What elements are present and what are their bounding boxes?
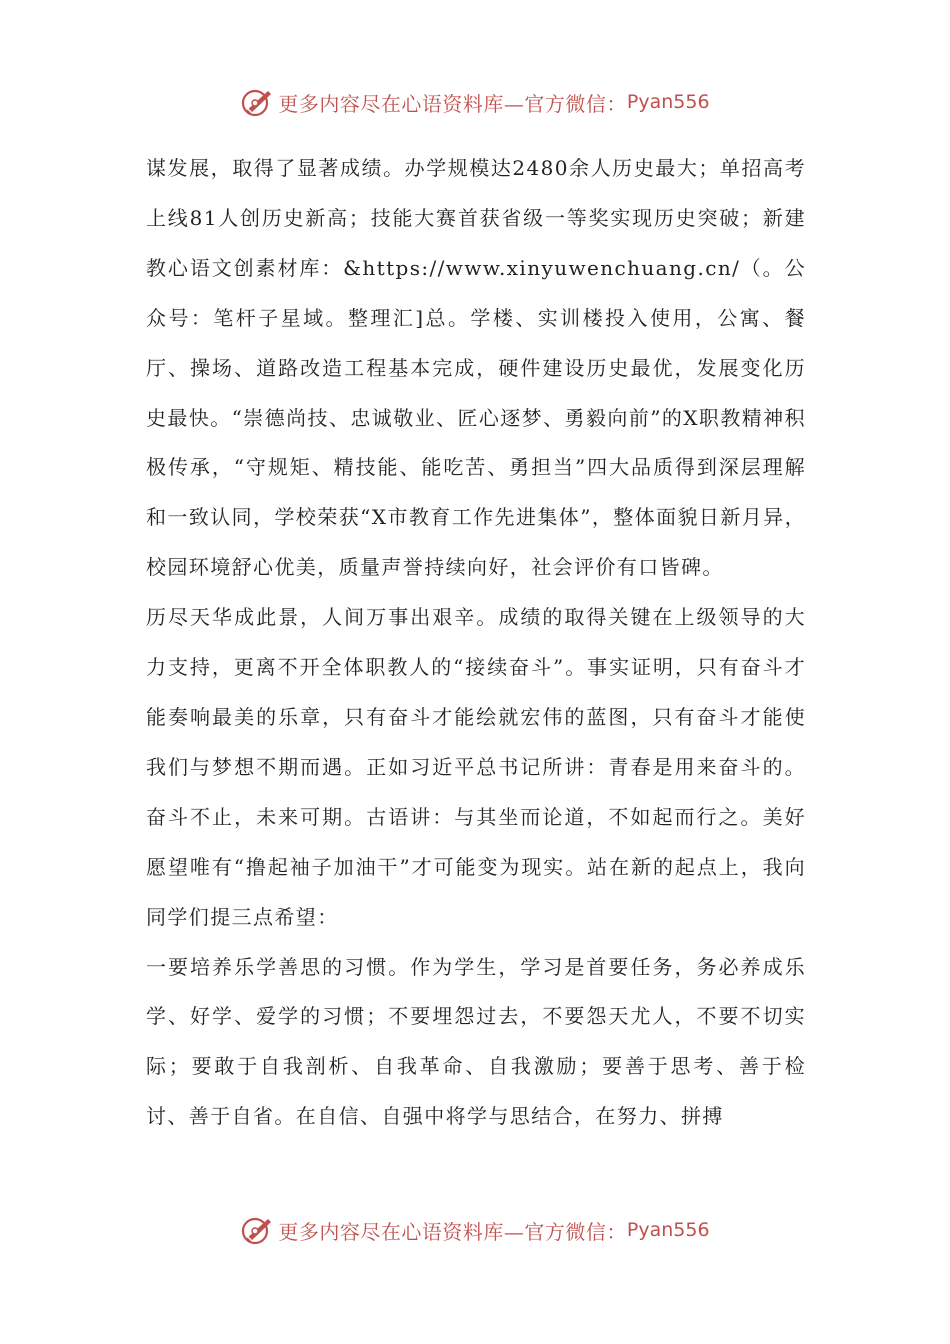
paragraph: 谋发展，取得了显著成绩。办学规模达2480余人历史最大；单招高考上线81人创历史新高；技能大赛首获省级一等奖实现历史突破；新建教心语文创素材库：&https://www.xinyuwenchuang.cn/（。公众号：笔杆子星域。整理汇]总。学楼、实训楼投入使用，公寓、餐厅、操场、道路改造工程基本完成，硬件建设历史最优，发展变化历史最快。“崇德尚技、忠诚敬业、匠心逐梦、勇毅向前”的X职教精神积极传承，“守规矩、精技能、能吃苦、勇担当”四大品质得到深层理解和一致认同，学校荣获“X市教育工作先进集体”，整体面貌日新月异，校园环境舒心优美，质量声誉持续向好，社会评价有口皆碑。: [146, 156, 806, 580]
wechat-id: Pyan556: [626, 1219, 710, 1241]
paragraph: 一要培养乐学善思的习惯。作为学生，学习是首要任务，务必养成乐学、好学、爱学的习惯；不要埋怨过去，不要怨天尤人，不要不切实际；要敢于自我剖析、自我革命、自我激励；要善于思考、善于检讨、善于自省。在自信、自强中将学与思结合，在努力、拼搏: [146, 954, 806, 1129]
banner-text: 更多内容尽在心语资料库—官方微信：: [278, 91, 627, 116]
footer-banner: [0, 1210, 950, 1250]
pen-logo-icon: [240, 1213, 274, 1247]
paragraph: 历尽天华成此景，人间万事出艰辛。成绩的取得关键在上级领导的大力支持，更离不开全体职教人的“接续奋斗”。事实证明，只有奋斗才能奏响最美的乐章，只有奋斗才能绘就宏伟的蓝图，只有奋斗才能使我们与梦想不期而遇。正如习近平总书记所讲：青春是用来奋斗的。奋斗不止，未来可期。古语讲：与其坐而论道，不如起而行之。美好愿望唯有“撸起袖子加油干”才可能变为现实。站在新的起点上，我向同学们提三点希望：: [146, 605, 806, 929]
banner-text: 更多内容尽在心语资料库—官方微信：: [278, 1219, 627, 1244]
header-banner: [0, 82, 950, 122]
pen-logo-icon: [240, 85, 274, 119]
document-body: [146, 144, 806, 1142]
wechat-id: Pyan556: [626, 91, 710, 113]
